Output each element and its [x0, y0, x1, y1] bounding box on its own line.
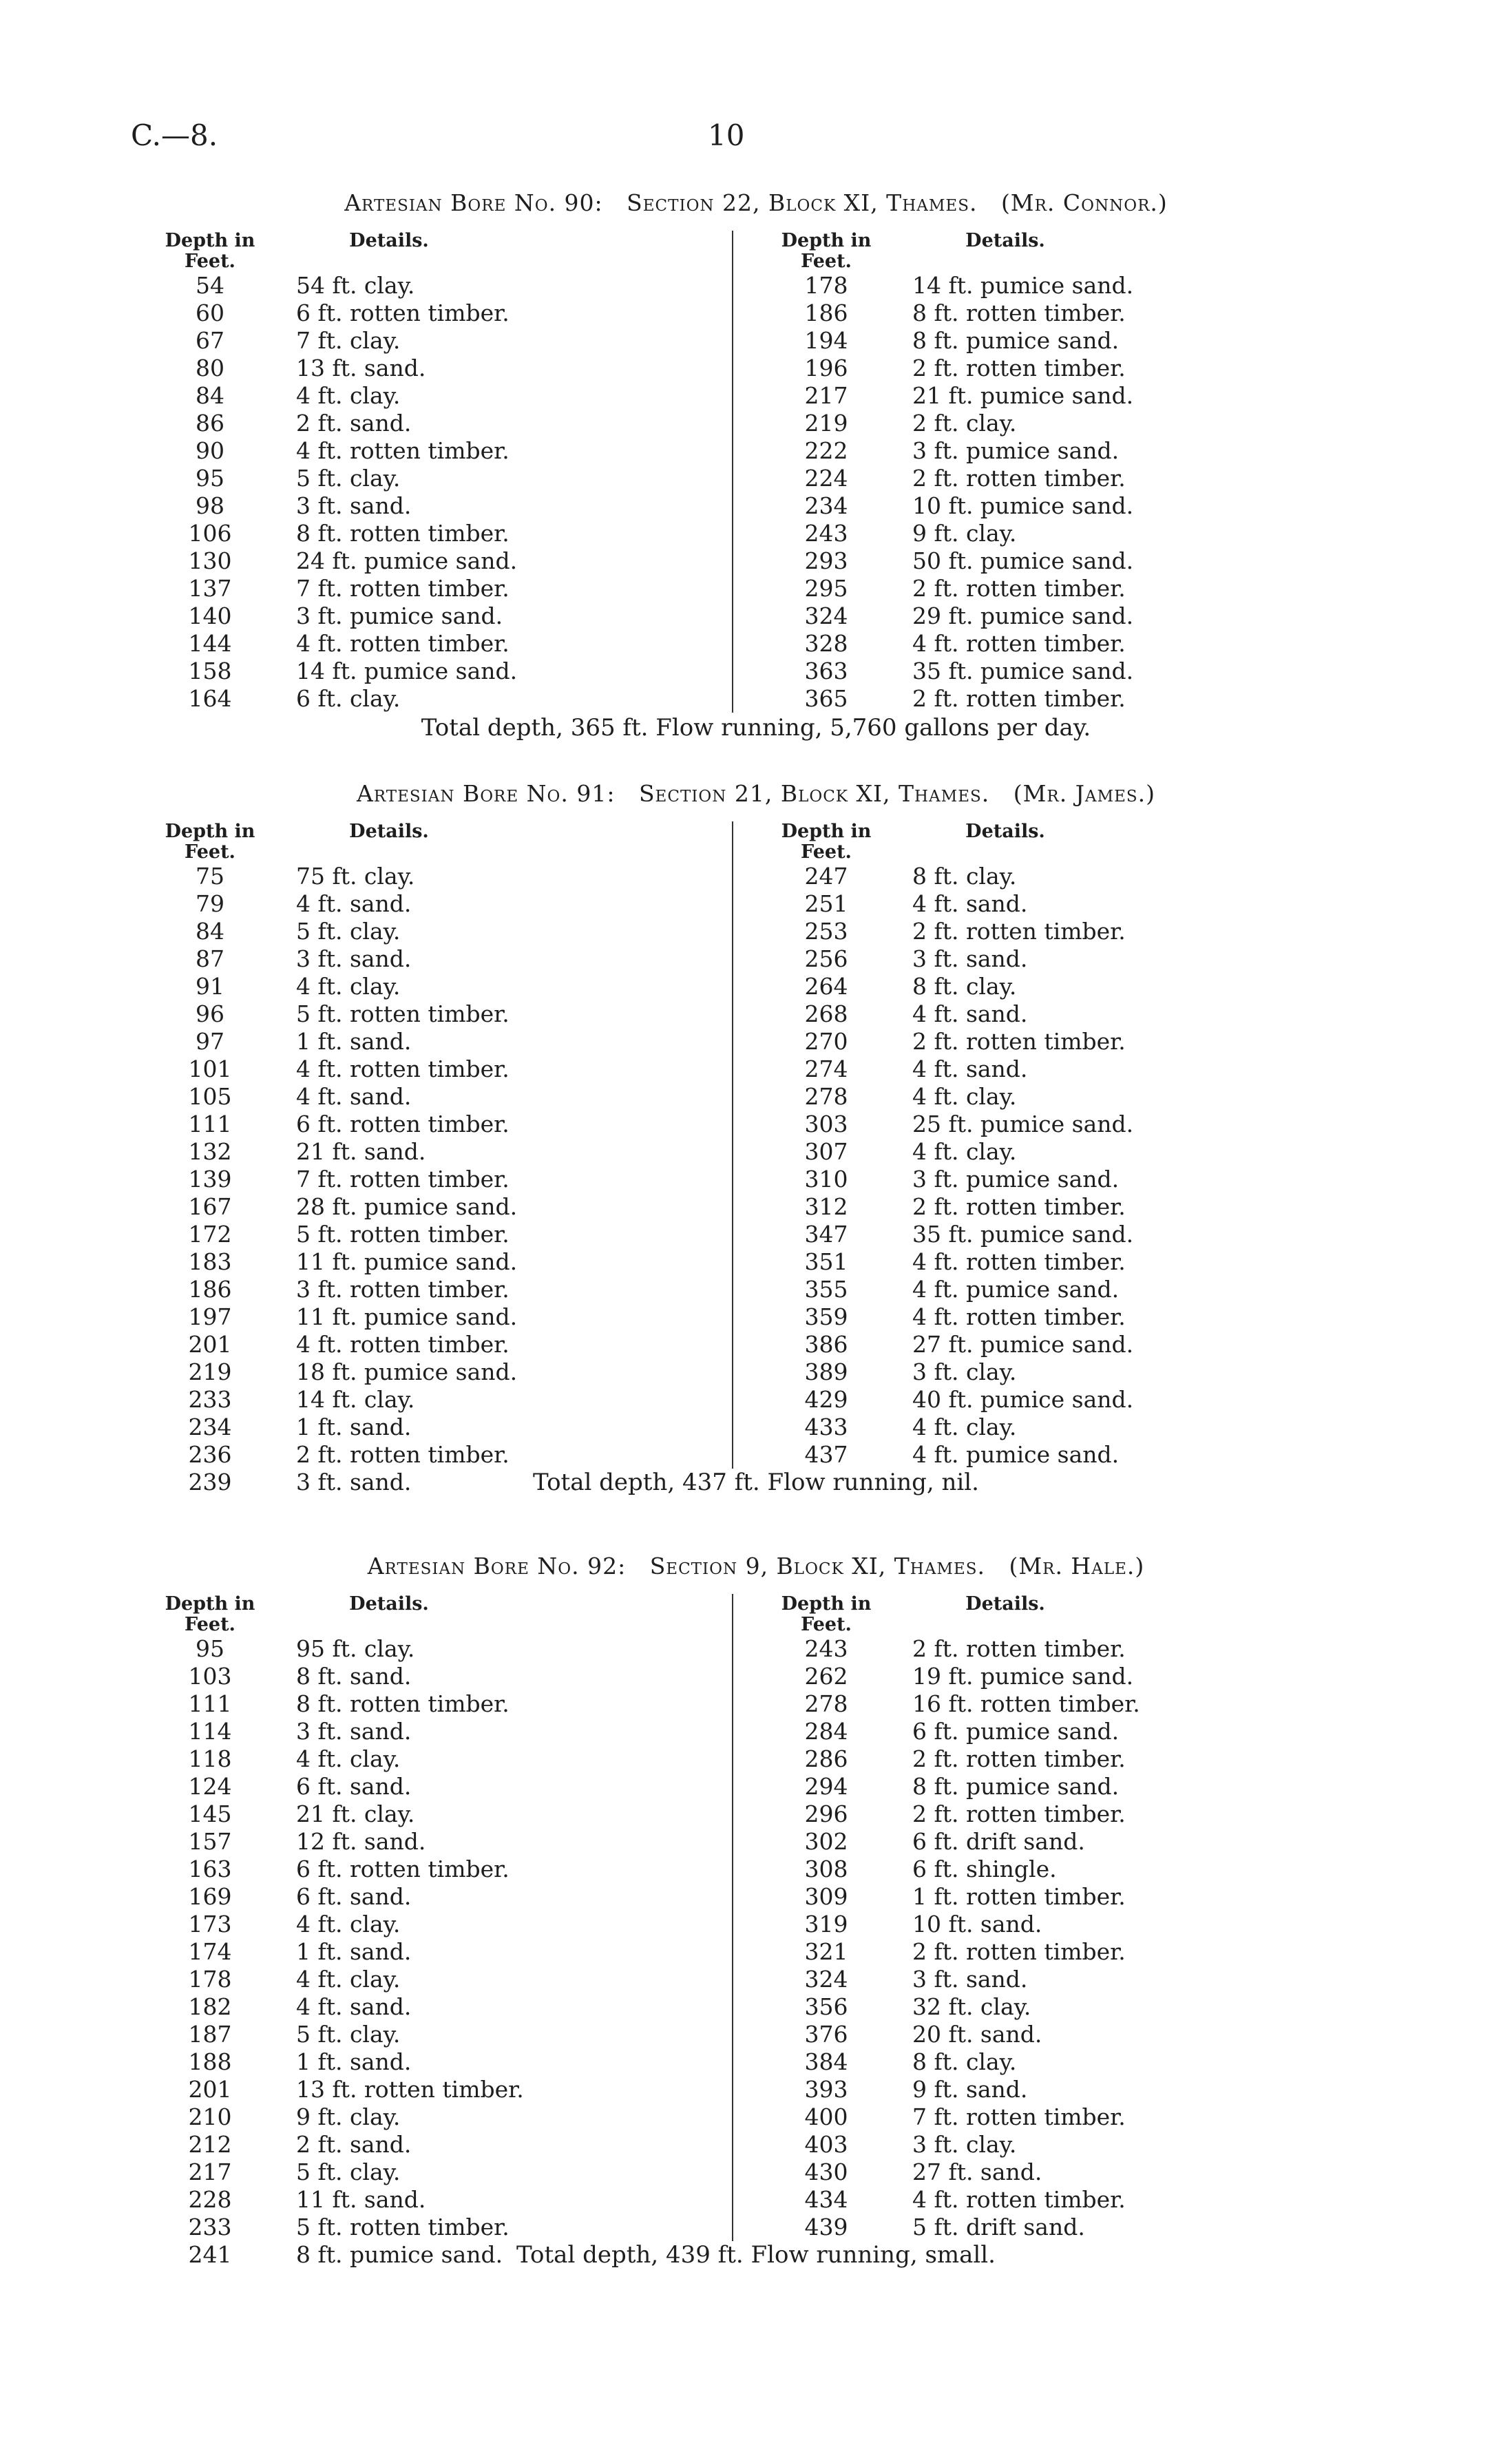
depth-cell: 236: [188, 1441, 232, 1468]
depth-cell: 433: [804, 1414, 848, 1440]
column-divider: [732, 821, 733, 1469]
total-depth-line: Total depth, 439 ft. Flow running, small.: [516, 2241, 996, 2269]
details-cell: 40 ft. pumice sand.: [912, 1386, 1134, 1413]
details-cell: 3 ft. pumice sand.: [912, 437, 1120, 464]
bore-title: [0, 189, 1512, 216]
details-cell: 27 ft. sand.: [912, 2159, 1042, 2185]
depth-column-header: Depth in Feet.: [781, 1593, 872, 1635]
depth-cell: 167: [188, 1193, 232, 1220]
details-cell: 3 ft. clay.: [912, 1358, 1017, 1385]
details-cell: 75 ft. clay.: [296, 863, 415, 890]
depth-cell: 302: [804, 1828, 848, 1855]
details-cell: 32 ft. clay.: [912, 1993, 1031, 2020]
depth-cell: 79: [196, 890, 224, 917]
depth-cell: 183: [188, 1248, 232, 1275]
depth-cell: 228: [188, 2186, 232, 2213]
details-cell: 4 ft. sand.: [296, 890, 412, 917]
details-cell: 11 ft. pumice sand.: [296, 1248, 518, 1275]
details-cell: 54 ft. clay.: [296, 272, 415, 299]
depth-cell: 197: [188, 1303, 232, 1330]
details-cell: 8 ft. rotten timber.: [912, 300, 1126, 326]
depth-cell: 303: [804, 1111, 848, 1137]
depth-cell: 105: [188, 1083, 232, 1110]
depth-cell: 90: [196, 437, 224, 464]
details-cell: 5 ft. rotten timber.: [296, 1221, 510, 1248]
details-cell: 6 ft. pumice sand.: [912, 1718, 1120, 1745]
depth-cell: 103: [188, 1663, 232, 1690]
depth-cell: 312: [804, 1193, 848, 1220]
depth-cell: 307: [804, 1138, 848, 1165]
details-cell: 4 ft. rotten timber.: [912, 1303, 1126, 1330]
details-cell: 2 ft. rotten timber.: [912, 465, 1126, 492]
details-cell: 1 ft. sand.: [296, 1414, 412, 1440]
details-cell: 14 ft. clay.: [296, 1386, 415, 1413]
depth-cell: 84: [196, 382, 224, 409]
depth-cell: 97: [196, 1028, 224, 1055]
depth-cell: 124: [188, 1773, 232, 1800]
depth-cell: 217: [804, 382, 848, 409]
details-cell: 8 ft. pumice sand.: [912, 327, 1120, 354]
details-cell: 11 ft. sand.: [296, 2186, 426, 2213]
bore-location: Section 9, Block XI, Thames.: [649, 1553, 985, 1579]
details-cell: 1 ft. sand.: [296, 1938, 412, 1965]
details-cell: 4 ft. clay.: [296, 1745, 401, 1772]
depth-cell: 174: [188, 1938, 232, 1965]
details-cell: 7 ft. clay.: [296, 327, 401, 354]
details-cell: 10 ft. sand.: [912, 1911, 1042, 1937]
depth-cell: 222: [804, 437, 848, 464]
depth-cell: 351: [804, 1248, 848, 1275]
details-cell: 4 ft. pumice sand.: [912, 1276, 1120, 1303]
depth-cell: 86: [196, 410, 224, 437]
depth-cell: 54: [196, 272, 224, 299]
depth-cell: 359: [804, 1303, 848, 1330]
depth-cell: 163: [188, 1856, 232, 1882]
depth-column-header: Depth in Feet.: [781, 821, 872, 863]
depth-cell: 262: [804, 1663, 848, 1690]
details-cell: 6 ft. clay.: [296, 685, 401, 712]
depth-cell: 201: [188, 2076, 232, 2103]
depth-cell: 132: [188, 1138, 232, 1165]
details-cell: 3 ft. sand.: [296, 492, 412, 519]
depth-cell: 210: [188, 2103, 232, 2130]
depth-cell: 430: [804, 2159, 848, 2185]
depth-cell: 219: [804, 410, 848, 437]
depth-cell: 172: [188, 1221, 232, 1248]
depth-cell: 278: [804, 1083, 848, 1110]
details-cell: 20 ft. sand.: [912, 2021, 1042, 2048]
depth-cell: 328: [804, 630, 848, 657]
details-cell: 8 ft. pumice sand.: [296, 2241, 503, 2268]
details-cell: 12 ft. sand.: [296, 1828, 426, 1855]
depth-cell: 144: [188, 630, 232, 657]
details-cell: 6 ft. rotten timber.: [296, 1111, 510, 1137]
depth-cell: 157: [188, 1828, 232, 1855]
page-number: 10: [708, 118, 745, 152]
details-cell: 2 ft. rotten timber.: [912, 1028, 1126, 1055]
depth-cell: 186: [188, 1276, 232, 1303]
depth-cell: 268: [804, 1000, 848, 1027]
depth-cell: 243: [804, 1635, 848, 1662]
details-cell: 5 ft. rotten timber.: [296, 1000, 510, 1027]
depth-cell: 295: [804, 575, 848, 602]
details-cell: 2 ft. rotten timber.: [296, 1441, 510, 1468]
bore-title: [0, 1553, 1512, 1579]
depth-cell: 67: [196, 327, 224, 354]
depth-cell: 434: [804, 2186, 848, 2213]
details-cell: 6 ft. shingle.: [912, 1856, 1057, 1882]
details-column-header: Details.: [349, 1593, 429, 1615]
details-cell: 4 ft. clay.: [912, 1083, 1017, 1110]
details-cell: 7 ft. rotten timber.: [912, 2103, 1126, 2130]
depth-cell: 296: [804, 1800, 848, 1827]
details-cell: 27 ft. pumice sand.: [912, 1331, 1134, 1358]
details-cell: 28 ft. pumice sand.: [296, 1193, 518, 1220]
depth-cell: 363: [804, 658, 848, 684]
bore-number: Artesian Bore No. 91:: [357, 780, 616, 807]
details-cell: 5 ft. drift sand.: [912, 2214, 1085, 2240]
details-cell: 35 ft. pumice sand.: [912, 1221, 1134, 1248]
bore-number: Artesian Bore No. 90:: [344, 189, 603, 216]
depth-cell: 114: [188, 1718, 232, 1745]
depth-cell: 376: [804, 2021, 848, 2048]
depth-cell: 158: [188, 658, 232, 684]
depth-cell: 95: [196, 465, 224, 492]
depth-cell: 145: [188, 1800, 232, 1827]
depth-cell: 201: [188, 1331, 232, 1358]
details-cell: 8 ft. sand.: [296, 1663, 412, 1690]
bore-title: [0, 780, 1512, 807]
details-cell: 13 ft. rotten timber.: [296, 2076, 524, 2103]
depth-cell: 239: [188, 1469, 232, 1495]
details-cell: 5 ft. clay.: [296, 2159, 401, 2185]
depth-cell: 194: [804, 327, 848, 354]
details-cell: 2 ft. rotten timber.: [912, 918, 1126, 945]
details-cell: 18 ft. pumice sand.: [296, 1358, 518, 1385]
details-cell: 8 ft. rotten timber.: [296, 520, 510, 547]
depth-cell: 233: [188, 1386, 232, 1413]
depth-cell: 187: [188, 2021, 232, 2048]
details-cell: 4 ft. rotten timber.: [296, 630, 510, 657]
details-column-header: Details.: [965, 230, 1045, 251]
depth-cell: 439: [804, 2214, 848, 2240]
depth-cell: 241: [188, 2241, 232, 2268]
depth-cell: 243: [804, 520, 848, 547]
depth-cell: 95: [196, 1635, 224, 1662]
details-cell: 2 ft. clay.: [912, 410, 1017, 437]
details-cell: 3 ft. clay.: [912, 2131, 1017, 2158]
details-cell: 1 ft. sand.: [296, 1028, 412, 1055]
details-cell: 4 ft. rotten timber.: [296, 437, 510, 464]
details-cell: 6 ft. rotten timber.: [296, 300, 510, 326]
details-cell: 14 ft. pumice sand.: [296, 658, 518, 684]
depth-cell: 139: [188, 1166, 232, 1193]
depth-cell: 182: [188, 1993, 232, 2020]
details-cell: 6 ft. rotten timber.: [296, 1856, 510, 1882]
depth-cell: 186: [804, 300, 848, 326]
details-cell: 5 ft. clay.: [296, 918, 401, 945]
details-cell: 14 ft. pumice sand.: [912, 272, 1134, 299]
bore-location: Section 21, Block XI, Thames.: [638, 780, 990, 807]
depth-cell: 106: [188, 520, 232, 547]
details-cell: 4 ft. clay.: [296, 1911, 401, 1937]
details-cell: 4 ft. rotten timber.: [912, 1248, 1126, 1275]
depth-cell: 87: [196, 945, 224, 972]
depth-column-header: Depth in Feet.: [781, 230, 872, 272]
details-cell: 9 ft. clay.: [296, 2103, 401, 2130]
details-cell: 11 ft. pumice sand.: [296, 1303, 518, 1330]
bore-owner: (Mr. James.): [1013, 780, 1155, 807]
details-cell: 2 ft. sand.: [296, 2131, 412, 2158]
details-cell: 3 ft. sand.: [296, 1469, 412, 1495]
bore-owner: (Mr. Hale.): [1009, 1553, 1145, 1579]
page-code: C.—8.: [131, 118, 218, 152]
depth-cell: 247: [804, 863, 848, 890]
depth-cell: 130: [188, 547, 232, 574]
depth-cell: 324: [804, 1966, 848, 1993]
depth-cell: 253: [804, 918, 848, 945]
depth-cell: 264: [804, 973, 848, 1000]
depth-cell: 84: [196, 918, 224, 945]
depth-cell: 111: [188, 1690, 232, 1717]
details-cell: 2 ft. rotten timber.: [912, 575, 1126, 602]
details-cell: 4 ft. pumice sand.: [912, 1441, 1120, 1468]
depth-cell: 293: [804, 547, 848, 574]
depth-cell: 256: [804, 945, 848, 972]
depth-cell: 169: [188, 1883, 232, 1910]
details-cell: 4 ft. clay.: [912, 1138, 1017, 1165]
bore-location: Section 22, Block XI, Thames.: [627, 189, 978, 216]
depth-cell: 234: [188, 1414, 232, 1440]
depth-cell: 365: [804, 685, 848, 712]
details-cell: 3 ft. sand.: [296, 945, 412, 972]
details-cell: 2 ft. sand.: [296, 410, 412, 437]
details-cell: 3 ft. pumice sand.: [296, 602, 503, 629]
depth-cell: 286: [804, 1745, 848, 1772]
depth-cell: 355: [804, 1276, 848, 1303]
depth-cell: 173: [188, 1911, 232, 1937]
depth-cell: 274: [804, 1056, 848, 1082]
details-cell: 13 ft. sand.: [296, 355, 426, 381]
depth-cell: 234: [804, 492, 848, 519]
details-cell: 50 ft. pumice sand.: [912, 547, 1134, 574]
details-cell: 5 ft. clay.: [296, 2021, 401, 2048]
depth-cell: 75: [196, 863, 224, 890]
details-cell: 6 ft. drift sand.: [912, 1828, 1085, 1855]
details-cell: 21 ft. sand.: [296, 1138, 426, 1165]
depth-cell: 80: [196, 355, 224, 381]
details-cell: 4 ft. sand.: [912, 890, 1028, 917]
details-cell: 4 ft. clay.: [296, 382, 401, 409]
depth-cell: 60: [196, 300, 224, 326]
depth-cell: 217: [188, 2159, 232, 2185]
details-cell: 8 ft. clay.: [912, 973, 1017, 1000]
depth-cell: 429: [804, 1386, 848, 1413]
details-cell: 2 ft. rotten timber.: [912, 1193, 1126, 1220]
column-divider: [732, 231, 733, 713]
depth-cell: 91: [196, 973, 224, 1000]
details-cell: 21 ft. clay.: [296, 1800, 415, 1827]
depth-cell: 270: [804, 1028, 848, 1055]
depth-cell: 403: [804, 2131, 848, 2158]
details-cell: 8 ft. rotten timber.: [296, 1690, 510, 1717]
details-cell: 3 ft. rotten timber.: [296, 1276, 510, 1303]
column-divider: [732, 1594, 733, 2241]
depth-cell: 386: [804, 1331, 848, 1358]
depth-cell: 219: [188, 1358, 232, 1385]
details-cell: 4 ft. sand.: [296, 1993, 412, 2020]
bore-number: Artesian Bore No. 92:: [367, 1553, 627, 1579]
details-cell: 4 ft. rotten timber.: [912, 630, 1126, 657]
details-column-header: Details.: [349, 230, 429, 251]
depth-cell: 324: [804, 602, 848, 629]
details-cell: 10 ft. pumice sand.: [912, 492, 1134, 519]
details-cell: 4 ft. rotten timber.: [296, 1331, 510, 1358]
details-cell: 1 ft. sand.: [296, 2048, 412, 2075]
depth-cell: 137: [188, 575, 232, 602]
depth-cell: 321: [804, 1938, 848, 1965]
depth-cell: 347: [804, 1221, 848, 1248]
depth-cell: 310: [804, 1166, 848, 1193]
details-cell: 19 ft. pumice sand.: [912, 1663, 1134, 1690]
details-cell: 21 ft. pumice sand.: [912, 382, 1134, 409]
details-cell: 3 ft. sand.: [296, 1718, 412, 1745]
details-cell: 95 ft. clay.: [296, 1635, 415, 1662]
depth-cell: 233: [188, 2214, 232, 2240]
depth-cell: 278: [804, 1690, 848, 1717]
bore-owner: (Mr. Connor.): [1000, 189, 1168, 216]
details-cell: 7 ft. rotten timber.: [296, 575, 510, 602]
details-cell: 25 ft. pumice sand.: [912, 1111, 1134, 1137]
depth-cell: 251: [804, 890, 848, 917]
details-cell: 24 ft. pumice sand.: [296, 547, 518, 574]
details-cell: 2 ft. rotten timber.: [912, 355, 1126, 381]
depth-column-header: Depth in Feet.: [165, 821, 255, 863]
details-cell: 4 ft. clay.: [912, 1414, 1017, 1440]
details-cell: 8 ft. pumice sand.: [912, 1773, 1120, 1800]
details-cell: 4 ft. rotten timber.: [296, 1056, 510, 1082]
details-cell: 4 ft. clay.: [296, 1966, 401, 1993]
depth-cell: 393: [804, 2076, 848, 2103]
details-cell: 3 ft. sand.: [912, 945, 1028, 972]
details-cell: 4 ft. rotten timber.: [912, 2186, 1126, 2213]
details-cell: 2 ft. rotten timber.: [912, 1635, 1126, 1662]
depth-cell: 178: [804, 272, 848, 299]
depth-cell: 224: [804, 465, 848, 492]
details-cell: 9 ft. sand.: [912, 2076, 1028, 2103]
depth-cell: 389: [804, 1358, 848, 1385]
depth-cell: 294: [804, 1773, 848, 1800]
depth-cell: 188: [188, 2048, 232, 2075]
total-depth-line: Total depth, 437 ft. Flow running, nil.: [533, 1469, 979, 1496]
depth-cell: 164: [188, 685, 232, 712]
depth-cell: 140: [188, 602, 232, 629]
depth-cell: 356: [804, 1993, 848, 2020]
depth-column-header: Depth in Feet.: [165, 1593, 255, 1635]
details-column-header: Details.: [349, 821, 429, 842]
depth-cell: 111: [188, 1111, 232, 1137]
details-cell: 35 ft. pumice sand.: [912, 658, 1134, 684]
details-cell: 2 ft. rotten timber.: [912, 1745, 1126, 1772]
details-cell: 6 ft. sand.: [296, 1883, 412, 1910]
details-cell: 7 ft. rotten timber.: [296, 1166, 510, 1193]
details-cell: 6 ft. sand.: [296, 1773, 412, 1800]
details-cell: 5 ft. clay.: [296, 465, 401, 492]
details-cell: 8 ft. clay.: [912, 863, 1017, 890]
details-cell: 1 ft. rotten timber.: [912, 1883, 1126, 1910]
details-cell: 4 ft. sand.: [912, 1056, 1028, 1082]
total-depth-line: Total depth, 365 ft. Flow running, 5,760 gallons per day.: [421, 714, 1091, 742]
depth-cell: 308: [804, 1856, 848, 1882]
depth-cell: 400: [804, 2103, 848, 2130]
details-cell: 3 ft. pumice sand.: [912, 1166, 1120, 1193]
details-cell: 29 ft. pumice sand.: [912, 602, 1134, 629]
depth-cell: 212: [188, 2131, 232, 2158]
depth-cell: 178: [188, 1966, 232, 1993]
depth-cell: 384: [804, 2048, 848, 2075]
depth-cell: 437: [804, 1441, 848, 1468]
details-cell: 16 ft. rotten timber.: [912, 1690, 1140, 1717]
details-cell: 4 ft. clay.: [296, 973, 401, 1000]
depth-column-header: Depth in Feet.: [165, 230, 255, 272]
details-cell: 5 ft. rotten timber.: [296, 2214, 510, 2240]
details-cell: 2 ft. rotten timber.: [912, 685, 1126, 712]
details-column-header: Details.: [965, 821, 1045, 842]
depth-cell: 96: [196, 1000, 224, 1027]
depth-cell: 196: [804, 355, 848, 381]
details-cell: 4 ft. sand.: [296, 1083, 412, 1110]
depth-cell: 98: [196, 492, 224, 519]
depth-cell: 101: [188, 1056, 232, 1082]
details-cell: 2 ft. rotten timber.: [912, 1800, 1126, 1827]
details-cell: 4 ft. sand.: [912, 1000, 1028, 1027]
details-cell: 2 ft. rotten timber.: [912, 1938, 1126, 1965]
details-cell: 8 ft. clay.: [912, 2048, 1017, 2075]
depth-cell: 319: [804, 1911, 848, 1937]
depth-cell: 284: [804, 1718, 848, 1745]
details-column-header: Details.: [965, 1593, 1045, 1615]
details-cell: 9 ft. clay.: [912, 520, 1017, 547]
depth-cell: 309: [804, 1883, 848, 1910]
depth-cell: 118: [188, 1745, 232, 1772]
details-cell: 3 ft. sand.: [912, 1966, 1028, 1993]
